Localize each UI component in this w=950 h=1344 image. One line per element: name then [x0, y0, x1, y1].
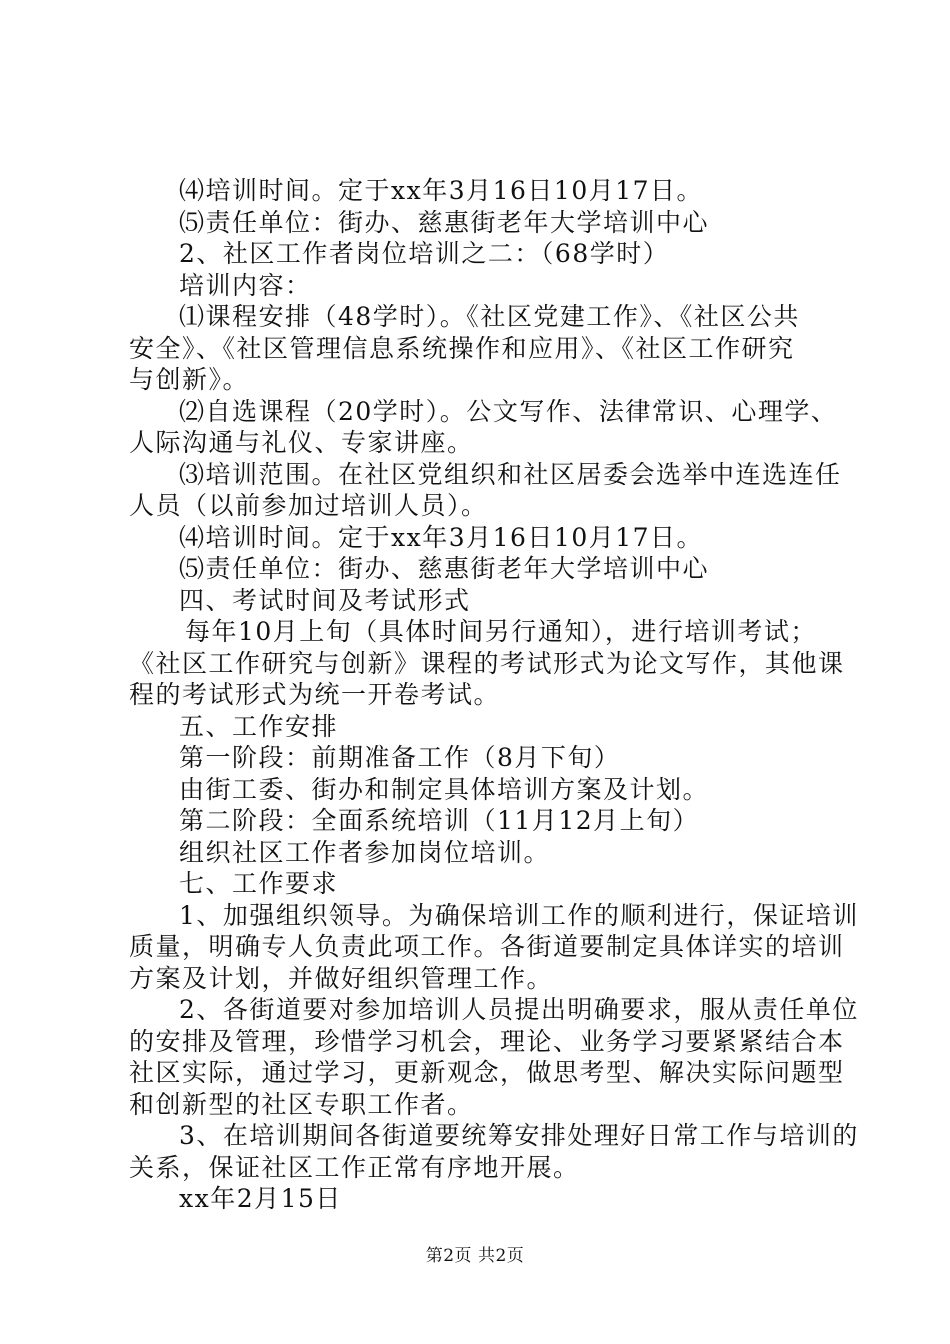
text-line: 第二阶段：全面系统培训（11月12月上旬）	[179, 806, 700, 835]
text-line: 每年10月上旬（具体时间另行通知），进行培训考试；	[185, 617, 817, 646]
document-body	[129, 175, 859, 1215]
text-line: ⑷培训时间。定于xx年3月16日10月17日。	[179, 176, 704, 205]
text-line: 2、各街道要对参加培训人员提出明确要求，服从责任单位	[179, 995, 859, 1024]
document-date: xx年2月15日	[179, 1184, 342, 1213]
section-heading: 五、工作安排	[179, 711, 339, 741]
text-line: ⑶培训范围。在社区党组织和社区居委会选举中连选连任	[179, 459, 842, 489]
text-line: ⑴课程安排（48学时）。《社区党建工作》、《社区公共	[179, 302, 800, 331]
text-line: 和创新型的社区专职工作者。	[129, 1089, 474, 1119]
text-line: 关系，保证社区工作正常有序地开展。	[129, 1152, 580, 1182]
text-line: ⑵自选课程（20学时）。公文写作、法律常识、心理学、	[179, 396, 838, 426]
text-line: ⑷培训时间。定于xx年3月16日10月17日。	[179, 522, 704, 552]
text-line: 1、加强组织领导。为确保培训工作的顺利进行，保证培训	[179, 900, 859, 930]
page-number: 第2页 共2页	[425, 1246, 525, 1266]
text-line: 方案及计划，并做好组织管理工作。	[129, 963, 554, 993]
text-line: 2、社区工作者岗位培训之二：（68学时）	[179, 239, 670, 268]
page-footer	[0, 1241, 950, 1266]
text-line: 第一阶段：前期准备工作（8月下旬）	[179, 743, 621, 772]
text-line: 人员（以前参加过培训人员）。	[129, 491, 488, 520]
text-line: 与创新》。	[129, 365, 250, 394]
text-line: 质量，明确专人负责此项工作。各街道要制定具体详实的培训	[129, 932, 845, 961]
section-heading: 四、考试时间及考试形式	[179, 585, 471, 615]
text-line: 安全》、《社区管理信息系统操作和应用》、《社区工作研究	[129, 333, 795, 363]
text-line: 3、在培训期间各街道要统筹安排处理好日常工作与培训的	[179, 1121, 859, 1150]
text-line: 程的考试形式为统一开卷考试。	[129, 680, 501, 709]
text-line: 的安排及管理，珍惜学习机会，理论、业务学习要紧紧结合本	[129, 1026, 845, 1056]
text-line: ⑸责任单位：街办、慈惠街老年大学培训中心	[179, 554, 710, 583]
section-heading: 七、工作要求	[179, 869, 339, 898]
text-line: 社区实际，通过学习，更新观念，做思考型、解决实际问题型	[129, 1058, 845, 1087]
text-line: 培训内容：	[179, 270, 312, 300]
text-line: 人际沟通与礼仪、专家讲座。	[129, 428, 474, 457]
text-line: ⑸责任单位：街办、慈惠街老年大学培训中心	[179, 207, 710, 237]
text-line: 组织社区工作者参加岗位培训。	[179, 837, 551, 867]
text-line: 由街工委、街办和制定具体培训方案及计划。	[179, 774, 710, 804]
text-line: 《社区工作研究与创新》课程的考试形式为论文写作，其他课	[129, 648, 845, 678]
